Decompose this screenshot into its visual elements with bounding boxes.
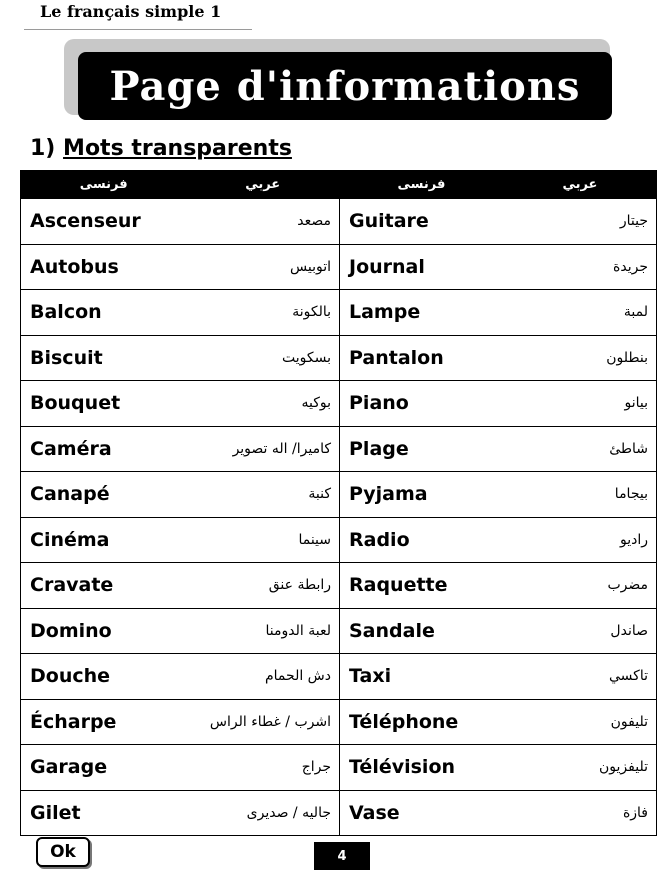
arabic-word: مصعد (297, 213, 331, 230)
word-pair-left (21, 700, 339, 745)
french-word: Cravate (30, 574, 114, 597)
arabic-word: لمبة (623, 304, 648, 321)
arabic-word: لعبة الدومنا (265, 622, 331, 639)
table-body (21, 198, 656, 835)
arabic-word: جاليه / صديرى (246, 804, 331, 821)
word-pair-right (339, 290, 656, 335)
table-row (21, 744, 656, 790)
arabic-word: اشرب / غطاء الراس (209, 713, 331, 730)
word-pair-left (21, 654, 339, 699)
table-row (21, 517, 656, 563)
french-word: Radio (349, 528, 410, 551)
word-pair-right (339, 700, 656, 745)
ok-button[interactable]: Ok (36, 837, 90, 867)
word-pair-right (339, 791, 656, 836)
table-row (21, 244, 656, 290)
arabic-word: بسكويت (282, 349, 331, 366)
section-title: Mots transparents (63, 136, 292, 161)
section-number: 1) (30, 136, 56, 161)
table-row (21, 653, 656, 699)
table-row (21, 471, 656, 517)
table-row (21, 289, 656, 335)
arabic-word: جريدة (613, 258, 648, 275)
page-banner (78, 52, 612, 120)
word-pair-right (339, 563, 656, 608)
french-word: Autobus (30, 255, 119, 278)
header-arabic-label: عربي (562, 177, 598, 192)
arabic-word: بالكونة (292, 304, 331, 321)
arabic-word: بيانو (624, 395, 648, 412)
word-pair-right (339, 336, 656, 381)
french-word: Téléphone (349, 710, 459, 733)
section-heading (30, 136, 292, 161)
french-word: Bouquet (30, 392, 121, 415)
arabic-word: كاميرا/ اله تصوير (232, 440, 331, 457)
word-pair-left (21, 609, 339, 654)
arabic-word: راديو (619, 531, 648, 548)
word-pair-left (21, 336, 339, 381)
page-number: 4 (314, 842, 370, 870)
word-pair-left (21, 745, 339, 790)
table-row (21, 562, 656, 608)
table-row (21, 335, 656, 381)
french-word: Balcon (30, 301, 102, 324)
french-word: Guitare (349, 210, 429, 233)
french-word: Canapé (30, 483, 110, 506)
word-pair-right (339, 745, 656, 790)
arabic-word: جيتار (619, 213, 648, 230)
word-pair-left (21, 563, 339, 608)
arabic-word: جراج (301, 759, 331, 776)
french-word: Pyjama (349, 483, 428, 506)
word-pair-right (339, 381, 656, 426)
french-word: Domino (30, 619, 112, 642)
french-word: Raquette (349, 574, 448, 597)
table-row (21, 380, 656, 426)
french-word: Douche (30, 665, 111, 688)
word-pair-right (339, 199, 656, 244)
word-pair-right (339, 245, 656, 290)
word-pair-left (21, 427, 339, 472)
table-header-right (339, 171, 656, 198)
french-word: Piano (349, 392, 409, 415)
arabic-word: تاكسي (609, 668, 648, 685)
arabic-word: سينما (298, 531, 331, 548)
document-header-title: Le français simple 1 (40, 2, 222, 21)
french-word: Gilet (30, 801, 81, 824)
header-arabic-label: عربي (245, 177, 281, 192)
french-word: Ascenseur (30, 210, 141, 233)
arabic-word: بيجاما (614, 486, 648, 503)
arabic-word: كنبة (308, 486, 331, 503)
french-word: Sandale (349, 619, 435, 642)
header-french-label: فرنسى (79, 177, 128, 192)
word-pair-left (21, 791, 339, 836)
word-pair-right (339, 609, 656, 654)
french-word: Garage (30, 756, 108, 779)
table-row (21, 699, 656, 745)
arabic-word: فازة (622, 804, 648, 821)
arabic-word: دش الحمام (265, 668, 331, 685)
french-word: Taxi (349, 665, 392, 688)
french-word: Journal (349, 255, 425, 278)
table-row (21, 790, 656, 836)
table-row (21, 198, 656, 244)
header-french-label: فرنسى (397, 177, 446, 192)
word-pair-left (21, 472, 339, 517)
arabic-word: بنطلون (606, 349, 648, 366)
arabic-word: صاندل (610, 622, 648, 639)
word-pair-left (21, 199, 339, 244)
word-pair-right (339, 427, 656, 472)
vocabulary-table (20, 170, 657, 836)
french-word: Biscuit (30, 346, 103, 369)
word-pair-left (21, 518, 339, 563)
table-header-left (21, 171, 339, 198)
french-word: Plage (349, 437, 409, 460)
word-pair-right (339, 654, 656, 699)
arabic-word: شاطئ (609, 440, 648, 457)
arabic-word: اتوبيس (290, 258, 331, 275)
french-word: Cinéma (30, 528, 110, 551)
word-pair-right (339, 472, 656, 517)
arabic-word: تليفون (610, 713, 648, 730)
arabic-word: تليفزيون (599, 759, 648, 776)
word-pair-right (339, 518, 656, 563)
header-underline (24, 29, 252, 30)
word-pair-left (21, 381, 339, 426)
french-word: Lampe (349, 301, 421, 324)
table-row (21, 426, 656, 472)
french-word: Vase (349, 801, 400, 824)
french-word: Caméra (30, 437, 112, 460)
french-word: Pantalon (349, 346, 444, 369)
arabic-word: مضرب (607, 577, 648, 594)
table-row (21, 608, 656, 654)
word-pair-left (21, 290, 339, 335)
french-word: Écharpe (30, 710, 117, 733)
arabic-word: رابطة عنق (268, 577, 331, 594)
word-pair-left (21, 245, 339, 290)
french-word: Télévision (349, 756, 456, 779)
arabic-word: بوكيه (301, 395, 331, 412)
table-header (21, 171, 656, 198)
page-title: Page d'informations (109, 62, 581, 110)
